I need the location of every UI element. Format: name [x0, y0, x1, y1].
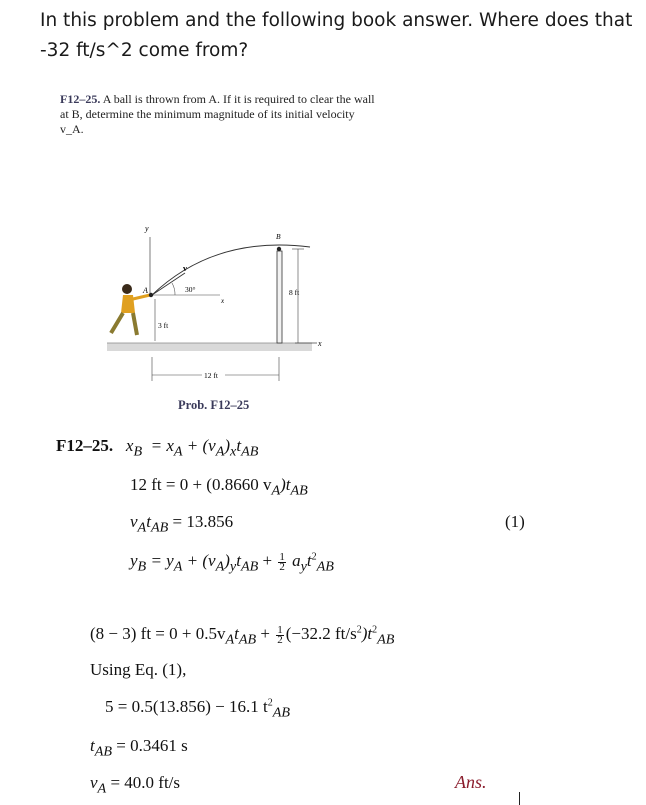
velocity-label: v [183, 264, 187, 273]
question-text: In this problem and the following book answer. Where does that -32 ft/s^2 come from? [40, 10, 633, 61]
equation-tag: (1) [505, 512, 525, 531]
solution-line-9: $v_A = 40.0$ ft/s [90, 773, 181, 797]
solution-line-3: $v_At_{AB} = 13.856$ [130, 512, 234, 536]
answer-label: Ans. [455, 772, 487, 792]
x-axis-label: x [318, 339, 322, 348]
y-axis-label: y [145, 224, 149, 233]
angle-label: 30° [185, 285, 196, 294]
velocity-vector [152, 273, 185, 295]
solution-line-6: Using Eq. (1), [90, 660, 187, 679]
point-a-label: A [143, 286, 148, 295]
solution-line-1: F12–25. $x_B = x_A + (v_A)_xt_{AB}$ [56, 436, 259, 460]
one-half-fraction: $\frac{1}{2}$ [279, 550, 285, 573]
projectile-figure [105, 215, 335, 395]
ground [107, 343, 312, 351]
height-b-label: 8 ft [289, 288, 300, 297]
solution-line-7: 5 = 0.5(13.856) − 16.1 $t^2_{AB}$ [105, 697, 291, 721]
figure-caption: Prob. F12–25 [178, 398, 250, 412]
solution-line-2: 12 ft = 0 + (0.8660 $v_A)t_{AB}$ [130, 475, 308, 499]
problem-number: F12–25. [60, 92, 101, 106]
wall [277, 251, 282, 343]
solution-line-4: $y_B = y_A + (v_A)_yt_{AB}$ + $\frac{1}{2}$ $a_yt^2_{AB}$ [130, 550, 334, 575]
x-local-label: x [221, 297, 225, 305]
distance-label: 12 ft [204, 371, 218, 380]
text-cursor [519, 792, 520, 805]
solution-heading: F12–25. [56, 436, 114, 455]
height-a-label: 3 ft [158, 321, 169, 330]
problem-statement [60, 92, 380, 137]
solution-line-8: $t_{AB} = 0.3461$ s [90, 736, 188, 760]
one-half-fraction-2: $\frac{1}{2}$ [277, 623, 283, 646]
point-b-label: B [276, 232, 281, 241]
trajectory [152, 245, 310, 295]
problem-text: A ball is thrown from A. If it is required to clear the wall at B, determine the minimum magnitude of its initial velocity v_A. [60, 92, 375, 136]
solution-line-5: (8 − 3) ft = $0 + 0.5v_At_{AB}$ + $\frac{1}{2}$ (−32.2 $ft/s^2)t^2_{AB}$ [90, 623, 395, 648]
